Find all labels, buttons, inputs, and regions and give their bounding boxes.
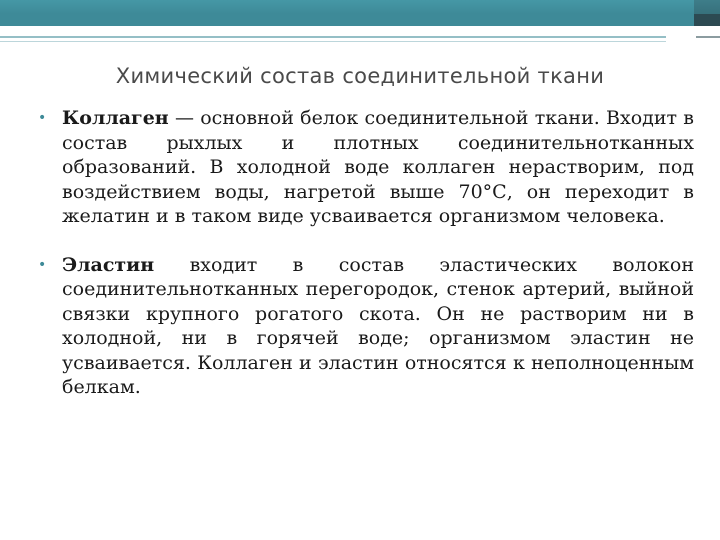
bullet-icon: • [38, 110, 47, 126]
top-bar-highlight [0, 0, 720, 14]
paragraph-text: входит в состав эластических волокон соединительнотканных перегородок, стенок артерий, выйной связки крупного рогатого скота. Он не растворим ни в холодной, ни в горячей воде; организмом эластин не усваивается. Коллаген и эластин относятся к неполноценным белкам. [62, 253, 694, 398]
decorative-line [0, 36, 666, 38]
bullet-icon: • [38, 256, 47, 273]
term-elastin: Эластин [62, 253, 155, 276]
decorative-line [0, 41, 666, 42]
term-collagen: Коллаген [62, 107, 169, 129]
slide-body [38, 106, 694, 400]
page-title: Химический состав соединительной ткани [115, 64, 605, 88]
decorative-line [696, 36, 720, 38]
paragraph-collagen [38, 106, 694, 229]
paragraph-text: — основной белок соединительной ткани. Входит в состав рыхлых и плотных соединительнотканных образований. В холодной воде коллаген нерастворим, под воздействием воды, нагретой выше 70°С, он переходит в желатин и в таком виде усваивается организмом человека. [62, 107, 694, 227]
paragraph-elastin [38, 253, 694, 400]
